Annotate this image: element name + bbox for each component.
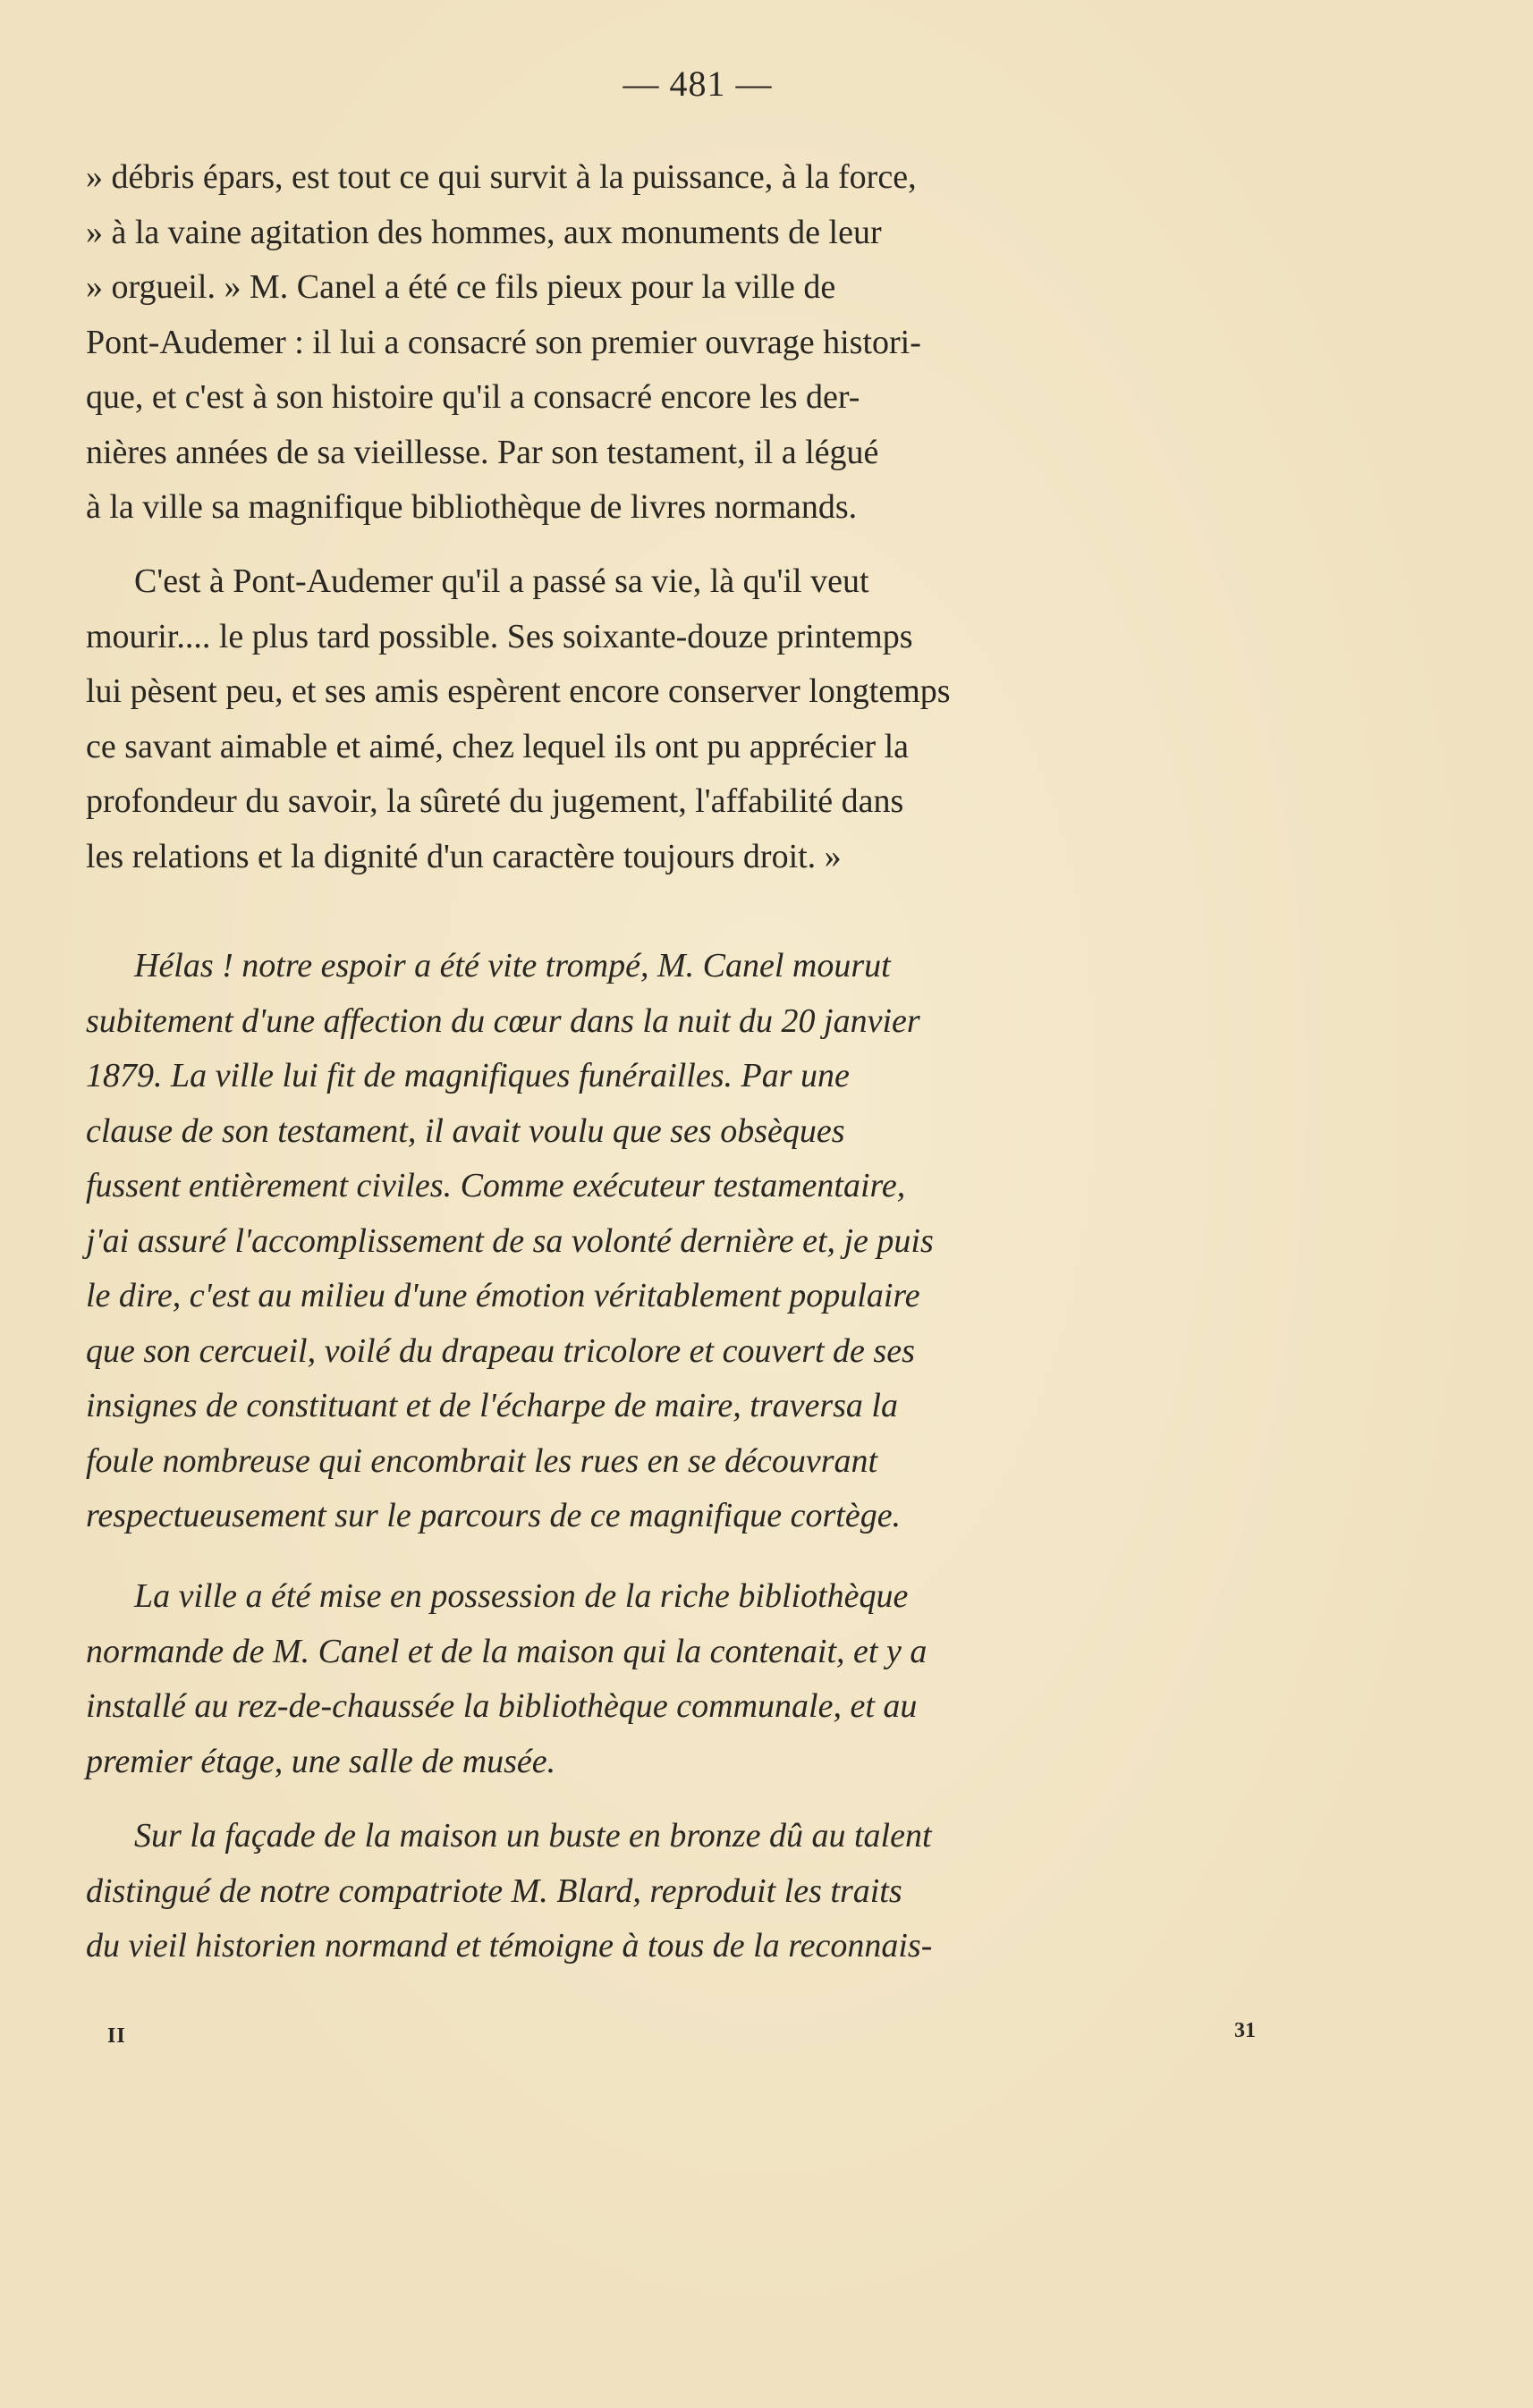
text-line: j'ai assuré l'accomplissement de sa volonté dernière et, je puis [86, 1221, 934, 1260]
paragraph-4 [86, 1569, 1288, 1789]
signature-mark-volume: II [107, 2024, 126, 2048]
text-line: Pont-Audemer : il lui a consacré son premier ouvrage histori- [86, 323, 921, 361]
page-number: — 481 — [623, 63, 773, 104]
text-line: à la ville sa magnifique bibliothèque de livres normands. [86, 488, 858, 526]
text-line: » débris épars, est tout ce qui survit à la puissance, à la force, [86, 158, 917, 196]
text-line: installé au rez-de-chaussée la bibliothèque communale, et au [86, 1687, 918, 1725]
text-line: » orgueil. » M. Canel a été ce fils pieux pour la ville de [86, 268, 836, 306]
text-line: profondeur du savoir, la sûreté du jugement, l'affabilité dans [86, 782, 904, 820]
paragraph-2 [86, 554, 1288, 884]
text-line: fussent entièrement civiles. Comme exécuteur testamentaire, [86, 1167, 906, 1204]
text-line: nières années de sa vieillesse. Par son testament, il a légué [86, 433, 879, 471]
text-line: distingué de notre compatriote M. Blard, reproduit les traits [86, 1871, 902, 1910]
text-line: mourir.... le plus tard possible. Ses soixante-douze printemps [86, 617, 913, 655]
text-line: Sur la façade de la maison un buste en bronze dû au talent [134, 1817, 932, 1855]
text-line: du vieil historien normand et témoigne à tous de la reconnais- [86, 1927, 933, 1964]
text-line: que son cercueil, voilé du drapeau tricolore et couvert de ses [86, 1331, 915, 1370]
text-line: le dire, c'est au milieu d'une émotion véritablement populaire [86, 1277, 920, 1314]
text-line: foule nombreuse qui encombrait les rues en se découvrant [86, 1441, 878, 1480]
signature-mark-gathering: 31 [1234, 2019, 1256, 2042]
text-line: Hélas ! notre espoir a été vite trompé, M. Canel mourut [134, 947, 891, 984]
text-line: » à la vaine agitation des hommes, aux monuments de leur [86, 213, 882, 251]
text-line: insignes de constituant et de l'écharpe de maire, traversa la [86, 1387, 898, 1424]
text-line: premier étage, une salle de musée. [86, 1742, 556, 1780]
text-line: C'est à Pont-Audemer qu'il a passé sa vie, là qu'il veut [134, 562, 869, 600]
paragraph-5 [86, 1809, 1288, 1974]
paragraph-1 [86, 150, 1288, 536]
text-line: clause de son testament, il avait voulu que ses obsèques [86, 1111, 845, 1150]
text-line: que, et c'est à son histoire qu'il a consacré encore les der- [86, 378, 860, 416]
text-line: La ville a été mise en possession de la riche bibliothèque [134, 1577, 909, 1615]
text-line: 1879. La ville lui fit de magnifiques funérailles. Par une [86, 1057, 850, 1094]
text-line: lui pèsent peu, et ses amis espèrent encore conserver longtemps [86, 672, 951, 710]
text-line: les relations et la dignité d'un caractère toujours droit. » [86, 837, 842, 875]
text-line: ce savant aimable et aimé, chez lequel ils ont pu apprécier la [86, 727, 910, 765]
text-line: subitement d'une affection du cœur dans la nuit du 20 janvier [86, 1001, 920, 1040]
text-line: normande de M. Canel et de la maison qui la contenait, et y a [86, 1632, 927, 1670]
text-line: respectueusement sur le parcours de ce magnifique cortège. [86, 1497, 902, 1534]
paragraph-3 [86, 939, 1288, 1544]
